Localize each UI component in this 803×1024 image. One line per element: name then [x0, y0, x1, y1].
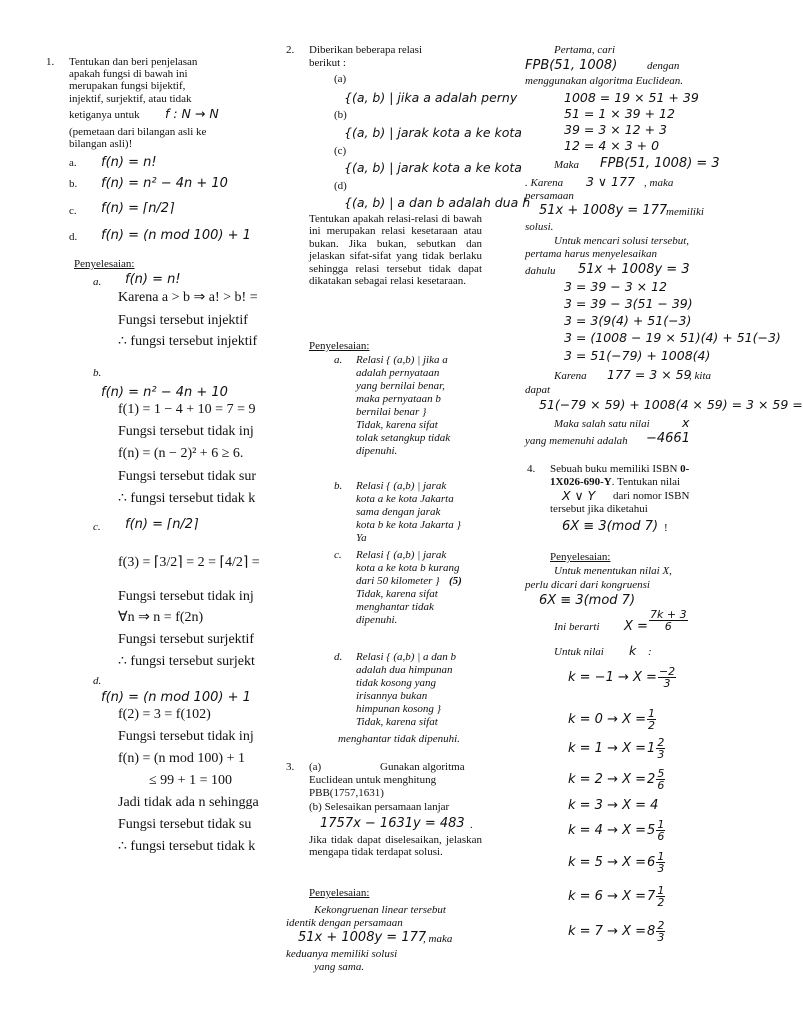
- k-row: [568, 666, 676, 689]
- k-row-lhs: k = 7 → X =: [568, 924, 647, 939]
- k-row: [568, 885, 665, 908]
- long-equation: 51(−79 × 59) + 1008(4 × 59) = 3 × 59 =: [539, 397, 803, 412]
- k-row: [568, 708, 656, 731]
- column-2: 2. Diberikan beberapa relasi berikut : (a) {(a, b) | jika a adalah perny (b) {(a, b) | jarak kota a ke kota (c) {(a, b) | jarak kota a ke kota (d) {(a, b) | a dan b adalah dua h Tentukan apakah relasi-relasi di bawah ini merupakan relasi kesetaraan atau bukan. Jika bukan, sebutkan dan jelaskan sifat-sifat yang tidak berlaku sehingga relasi tersebut tidak dapat dikatakan sebagai relasi kesetaraan. Penyelesaian: a. Relasi { (a,b) | jika a adalah pernyataan yang bernilai benar, maka pernyataan b bernilai benar } Tidak, karena sifat tolak setangkup tidak dipenuhi. b. Relasi { (a,b) | jarak kota a ke kota Jakarta sama dengan jarak kota b ke kota Jakarta } Ya c. Relasi { (a,b) | jarak kota a ke kota b kurang dari 50 kilometer } (5) Tidak, karena sifat menghantar tidak dipenuhi. d. Relasi { (a,b) | a dan b adalah dua himpunan tidak kosong yang irisannya bukan himpunan kosong } Tidak, karena sifat menghantar tidak dipenuhi. 3. (a) Gunakan algoritma Euclidean untuk menghitung PBB(1757,1631) (b) Selesaikan persamaan lanjar 1757x − 1631y = 483 . Jika tidak dapat diselesaikan, jelaskan mengapa tidak terdapat solusi. Penyelesaian: Kekongruenan linear tersebut identik dengan persamaan 51x + 1008y = 177 , maka keduanya memiliki solusi yang sama.: [286, 44, 531, 973]
- k-row-fraction: [656, 819, 665, 842]
- q3-number: 3.: [286, 761, 295, 773]
- k-row-denominator: 6: [657, 779, 665, 792]
- k-row-numerator: 1: [648, 707, 656, 720]
- k-row-whole: 8: [647, 924, 656, 939]
- option-d-expr: f(n) = (n mod 100) + 1: [101, 228, 251, 243]
- x-solution: −4661: [646, 431, 690, 446]
- q4-congruence: 6X ≡ 3(mod 7): [562, 519, 659, 534]
- k-row: [568, 768, 665, 791]
- q2-number: 2.: [286, 44, 295, 56]
- option-c-expr: f(n) = ⌈n/2⌉: [101, 201, 175, 216]
- q1-number: 1.: [46, 56, 55, 68]
- k-row-fraction: [658, 666, 676, 689]
- k-row-fraction: [656, 885, 665, 908]
- relation-d-expr: {(a, b) | a dan b adalah dua h: [344, 195, 531, 210]
- k-row-whole: 7: [647, 889, 656, 904]
- k-row-denominator: 3: [657, 748, 665, 761]
- k-row-fraction: [656, 737, 665, 760]
- k-row-lhs: k = 1 → X =: [568, 741, 647, 756]
- k-row-lhs: k = −1 → X =: [568, 670, 657, 685]
- k-row-denominator: 6: [657, 830, 665, 843]
- relation-c-expr: {(a, b) | jarak kota a ke kota: [344, 160, 522, 175]
- solution-3-equation: 51x + 1008y = 177: [298, 930, 427, 945]
- k-row: [568, 819, 665, 842]
- k-row-denominator: 3: [657, 862, 665, 875]
- k-row-fraction: [656, 851, 665, 874]
- mark-5: (5): [449, 575, 462, 587]
- penyelesaian-heading-1: Penyelesaian:: [74, 258, 135, 270]
- k-row-numerator: 1: [657, 818, 665, 831]
- k-row-fraction: [656, 920, 665, 943]
- relation-b-expr: {(a, b) | jarak kota a ke kota: [344, 125, 522, 140]
- k-row-fraction: [656, 768, 665, 791]
- option-a-expr: f(n) = n!: [101, 155, 157, 170]
- relation-a-expr: {(a, b) | jika a adalah perny: [344, 90, 518, 105]
- k-row: [568, 737, 665, 760]
- k-row-numerator: 2: [657, 736, 665, 749]
- k-row-whole: 5: [647, 823, 656, 838]
- k-row-whole: 6: [647, 855, 656, 870]
- penyelesaian-heading-4: Penyelesaian:: [550, 551, 611, 563]
- penyelesaian-heading-3: Penyelesaian:: [309, 887, 370, 899]
- k-row: [568, 798, 658, 813]
- k-row-numerator: 5: [657, 767, 665, 780]
- k-row-denominator: 2: [648, 719, 656, 732]
- q4-number: 4.: [527, 463, 536, 475]
- k-row-denominator: 2: [657, 896, 665, 909]
- k-row: [568, 920, 665, 943]
- k-row-numerator: 1: [657, 850, 665, 863]
- option-b-expr: f(n) = n² − 4n + 10: [101, 176, 228, 191]
- k-row-lhs: k = 3 → X = 4: [568, 798, 659, 813]
- k-row-whole: 2: [647, 772, 656, 787]
- k-row-numerator: 2: [657, 919, 665, 932]
- k-row-whole: 1: [647, 741, 656, 756]
- k-row-numerator: −2: [658, 665, 676, 678]
- k-row-fraction: [647, 708, 656, 731]
- q1-mapping: f : N → N: [165, 106, 219, 121]
- x-formula-fraction: $\frac{7k + 3}{6}$: [650, 608, 687, 633]
- k-row-denominator: 3: [663, 677, 671, 690]
- k-row-lhs: k = 6 → X =: [568, 889, 647, 904]
- k-row-denominator: 3: [657, 931, 665, 944]
- column-1: 1. Tentukan dan beri penjelasan apakah fungsi di bawah ini merupakan fungsi bijektif, injektif, surjektif, atau tidak ketiganya untuk f : N → N (pemetaan dari bilangan asli ke bilangan asli)! a. f(n) = n! b. f(n) = n² − 4n + 10 c. f(n) = ⌈n/2⌉ d. f(n) = (n mod 100) + 1 Penyelesaian: a. f(n) = n! Karena a > b ⇒ a! > b! = Fungsi tersebut injektif ∴ fungsi tersebut injektif b. f(n) = n² − 4n + 10 f(1) = 1 − 4 + 10 = 7 = 9 Fungsi tersebut tidak inj f(n) = (n − 2)² + 6 ≥ 6. Fungsi tersebut tidak sur ∴ fungsi tersebut tidak k c. f(n) = ⌈n/2⌉ f(3) = ⌈3/2⌉ = 2 = ⌈4/2⌉ = Fungsi tersebut tidak inj ∀n ⇒ n = f(2n) Fungsi tersebut surjektif ∴ fungsi tersebut surjekt d. f(n) = (n mod 100) + 1 f(2) = 3 = f(102) Fungsi tersebut tidak inj f(n) = (n mod 100) + 1 ≤ 99 + 1 = 100 Jadi tidak ada n sehingga Fungsi tersebut tidak su ∴ fungsi tersebut tidak k: [46, 56, 260, 854]
- isbn-code: 1X026-690-Y: [550, 476, 612, 488]
- penyelesaian-heading-2: Penyelesaian:: [309, 340, 370, 352]
- k-row-lhs: k = 4 → X =: [568, 823, 647, 838]
- k-row-lhs: k = 0 → X =: [568, 712, 647, 727]
- k-row-numerator: 1: [657, 884, 665, 897]
- k-row: [568, 851, 665, 874]
- k-row-lhs: k = 2 → X =: [568, 772, 647, 787]
- q3-equation: 1757x − 1631y = 483: [320, 816, 465, 831]
- column-3: Pertama, cari FPB(51, 1008) dengan menggunakan algoritma Euclidean. 1008 = 19 × 51 + 39 51 = 1 × 39 + 12 39 = 3 × 12 + 3 12 = 4 × 3 + 0 Maka FPB(51, 1008) = 3 . Karena 3 ∨ 177 , maka persamaan 51x + 1008y = 177 memiliki solusi. Untuk mencari solusi tersebut, pertama harus menyelesaikan dahulu 51x + 1008y = 3 3 = 39 − 3 × 12 3 = 39 − 3(51 − 39) 3 = 3(9(4) + 51(−3) 3 = (1008 − 19 × 51)(4) + 51(−3) 3 = 51(−79) + 1008(4) Karena 177 = 3 × 59 , kita dapat 51(−79 × 59) + 1008(4 × 59) = 3 × 59 = Maka salah satu nilai x yang memenuhi adalah −4661 4. Sebuah buku memiliki ISBN 0- 1X026-690-Y. Tentukan nilai X ∨ Y dari nomor ISBN tersebut jika diketahui 6X ≡ 3(mod 7) ! Penyelesaian: Untuk menentukan nilai X, perlu dicari dari kongruensi 6X ≡ 3(mod 7) Ini berarti X = $\frac{7k + 3}{6}$ Untuk nilai k : k = −1 → X = $\frac{-2}{3}$ k = 0 → X = $\frac{1}{2}$ k = 1 → X = 1 $\frac{2}{3}$ k = 2 → X = 2 $\frac{5}{6}$ k = 3 → X = 4 k = 4 → X = 5 $\frac{1}{6}$ k = 5 → X = 6 $\frac{1}{3}$ k = 6 → X = 7 $\frac{1}{2}$ k = 7 → X = 8 $\frac{2}{3}$: [525, 44, 803, 944]
- q2-task: Tentukan apakah relasi-relasi di bawah ini merupakan relasi kesetaraan atau bukan. Jika bukan, sebutkan dan jelaskan sifat-sifat yang tidak berlaku sehingga relasi tersebut tidak dapat dikatakan sebagai relasi kesetaraan.: [309, 213, 482, 288]
- k-row-lhs: k = 5 → X =: [568, 855, 647, 870]
